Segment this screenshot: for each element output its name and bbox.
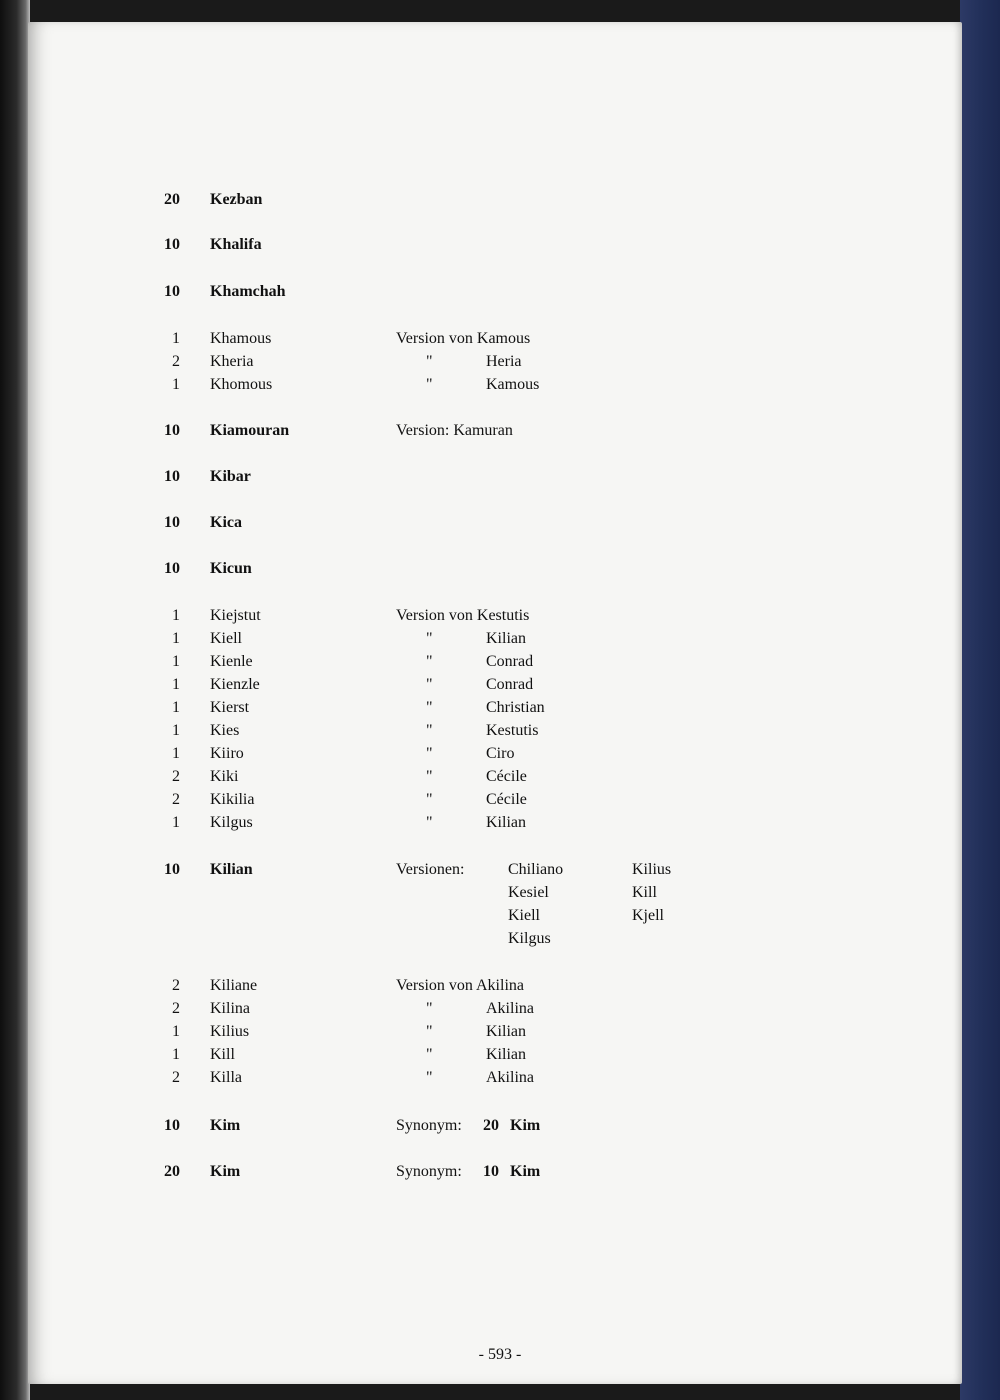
list-entry bbox=[0, 1021, 1000, 1043]
entry-reference: Akilina bbox=[486, 1000, 534, 1017]
entry-info: Version von Kamous bbox=[396, 330, 531, 347]
list-entry bbox=[0, 651, 1000, 673]
entry-count: 1 bbox=[172, 722, 180, 739]
ditto-mark: " bbox=[426, 814, 433, 831]
list-entry bbox=[0, 812, 1000, 834]
entry-count: 10 bbox=[164, 236, 180, 253]
entry-count: 20 bbox=[164, 191, 180, 208]
ditto-mark: " bbox=[426, 1046, 433, 1063]
ditto-mark: " bbox=[426, 699, 433, 716]
ditto-mark: " bbox=[426, 1023, 433, 1040]
list-entry bbox=[0, 605, 1000, 627]
entry-count: 1 bbox=[172, 1023, 180, 1040]
entry-info: Version: Kamuran bbox=[396, 422, 513, 439]
entry-count: 2 bbox=[172, 1069, 180, 1086]
entry-reference: Cécile bbox=[486, 791, 527, 808]
list-entry bbox=[0, 1161, 1000, 1183]
entry-name: Kibar bbox=[210, 468, 251, 485]
ditto-mark: " bbox=[426, 745, 433, 762]
entry-count: 10 bbox=[164, 468, 180, 485]
entry-count: 10 bbox=[164, 283, 180, 300]
list-entry bbox=[0, 512, 1000, 534]
version-name: Kilius bbox=[632, 861, 672, 878]
list-entry bbox=[0, 628, 1000, 650]
entry-reference: Kilian bbox=[486, 630, 526, 647]
list-entry bbox=[0, 189, 1000, 211]
list-entry bbox=[0, 466, 1000, 488]
synonym-label: Synonym: bbox=[396, 1117, 462, 1134]
entry-count: 10 bbox=[164, 514, 180, 531]
entry-count: 1 bbox=[172, 676, 180, 693]
entry-name: Kienle bbox=[210, 653, 253, 670]
entry-reference: Christian bbox=[486, 699, 545, 716]
list-entry bbox=[0, 1044, 1000, 1066]
entry-name: Khamous bbox=[210, 330, 272, 347]
entry-name: Kica bbox=[210, 514, 242, 531]
entry-count: 2 bbox=[172, 977, 180, 994]
list-entry bbox=[0, 234, 1000, 256]
entry-count: 2 bbox=[172, 768, 180, 785]
entry-name: Kiell bbox=[210, 630, 242, 647]
ditto-mark: " bbox=[426, 653, 433, 670]
entry-count: 1 bbox=[172, 745, 180, 762]
entry-reference: Ciro bbox=[486, 745, 515, 762]
list-entry bbox=[0, 558, 1000, 580]
entry-count: 1 bbox=[172, 330, 180, 347]
ditto-mark: " bbox=[426, 376, 433, 393]
entry-reference: Conrad bbox=[486, 653, 534, 670]
list-entry bbox=[0, 328, 1000, 350]
entry-count: 1 bbox=[172, 607, 180, 624]
entry-name: Kikilia bbox=[210, 791, 255, 808]
entry-name: Kiamouran bbox=[210, 422, 290, 439]
entry-count: 1 bbox=[172, 653, 180, 670]
ditto-mark: " bbox=[426, 722, 433, 739]
entry-reference: Cécile bbox=[486, 768, 527, 785]
list-entry bbox=[0, 998, 1000, 1020]
ditto-mark: " bbox=[426, 1000, 433, 1017]
list-entry bbox=[0, 789, 1000, 811]
entry-count: 10 bbox=[164, 1117, 180, 1134]
synonym-count: 10 bbox=[483, 1163, 499, 1180]
entry-name: Kezban bbox=[210, 191, 263, 208]
synonym-count: 20 bbox=[483, 1117, 499, 1134]
list-entry bbox=[0, 420, 1000, 442]
version-name: Kill bbox=[632, 884, 657, 901]
entry-name: Khomous bbox=[210, 376, 273, 393]
ditto-mark: " bbox=[426, 630, 433, 647]
entry-name: Kilius bbox=[210, 1023, 250, 1040]
entry-name: Kiejstut bbox=[210, 607, 261, 624]
entry-name: Khalifa bbox=[210, 236, 262, 253]
entry-name: Kiki bbox=[210, 768, 239, 785]
entry-reference: Kilian bbox=[486, 814, 526, 831]
entry-name: Kilgus bbox=[210, 814, 253, 831]
entry-name: Kiliane bbox=[210, 977, 258, 994]
entry-reference: Conrad bbox=[486, 676, 534, 693]
entry-reference: Kilian bbox=[486, 1046, 526, 1063]
list-entry bbox=[0, 697, 1000, 719]
ditto-mark: " bbox=[426, 791, 433, 808]
entry-count: 2 bbox=[172, 791, 180, 808]
entry-name: Kienzle bbox=[210, 676, 260, 693]
entry-name: Kill bbox=[210, 1046, 235, 1063]
list-entry bbox=[0, 1067, 1000, 1089]
list-entry bbox=[0, 720, 1000, 742]
entry-count: 1 bbox=[172, 699, 180, 716]
entry-name: Kilian bbox=[210, 861, 253, 878]
list-entry bbox=[0, 351, 1000, 373]
entry-info: Version von Kestutis bbox=[396, 607, 530, 624]
ditto-mark: " bbox=[426, 353, 433, 370]
entry-name: Kies bbox=[210, 722, 240, 739]
list-entry bbox=[0, 743, 1000, 765]
list-entry bbox=[0, 374, 1000, 396]
entry-name: Kierst bbox=[210, 699, 250, 716]
entry-count: 10 bbox=[164, 422, 180, 439]
ditto-mark: " bbox=[426, 676, 433, 693]
version-name: Kjell bbox=[632, 907, 664, 924]
entry-count: 1 bbox=[172, 376, 180, 393]
entry-reference: Heria bbox=[486, 353, 522, 370]
versions-label: Versionen: bbox=[396, 861, 465, 878]
ditto-mark: " bbox=[426, 768, 433, 785]
entry-count: 20 bbox=[164, 1163, 180, 1180]
entry-name: Kiiro bbox=[210, 745, 244, 762]
entry-reference: Kilian bbox=[486, 1023, 526, 1040]
list-entry bbox=[0, 1115, 1000, 1137]
entry-name: Kim bbox=[210, 1163, 241, 1180]
entry-name: Kilina bbox=[210, 1000, 250, 1017]
entry-count: 10 bbox=[164, 560, 180, 577]
entry-count: 10 bbox=[164, 861, 180, 878]
version-name: Kesiel bbox=[508, 884, 549, 901]
entry-name: Kim bbox=[210, 1117, 241, 1134]
entry-reference: Kestutis bbox=[486, 722, 539, 739]
synonym-name: Kim bbox=[510, 1117, 541, 1134]
entry-count: 1 bbox=[172, 630, 180, 647]
ditto-mark: " bbox=[426, 1069, 433, 1086]
list-entry bbox=[0, 859, 1000, 881]
version-name: Kiell bbox=[508, 907, 540, 924]
entry-name: Khamchah bbox=[210, 283, 286, 300]
entry-name: Kheria bbox=[210, 353, 254, 370]
entry-name: Killa bbox=[210, 1069, 242, 1086]
list-entry bbox=[0, 281, 1000, 303]
entry-count: 1 bbox=[172, 1046, 180, 1063]
synonym-name: Kim bbox=[510, 1163, 541, 1180]
entry-count: 2 bbox=[172, 353, 180, 370]
entry-info: Version von Akilina bbox=[396, 977, 524, 994]
page-number: - 593 - bbox=[478, 1346, 522, 1363]
list-entry bbox=[0, 674, 1000, 696]
entry-count: 1 bbox=[172, 814, 180, 831]
version-name: Kilgus bbox=[508, 930, 551, 947]
version-name: Chiliano bbox=[508, 861, 564, 878]
synonym-label: Synonym: bbox=[396, 1163, 462, 1180]
entry-name: Kicun bbox=[210, 560, 252, 577]
list-entry bbox=[0, 975, 1000, 997]
entry-reference: Kamous bbox=[486, 376, 540, 393]
list-entry bbox=[0, 766, 1000, 788]
entry-count: 2 bbox=[172, 1000, 180, 1017]
entry-reference: Akilina bbox=[486, 1069, 534, 1086]
